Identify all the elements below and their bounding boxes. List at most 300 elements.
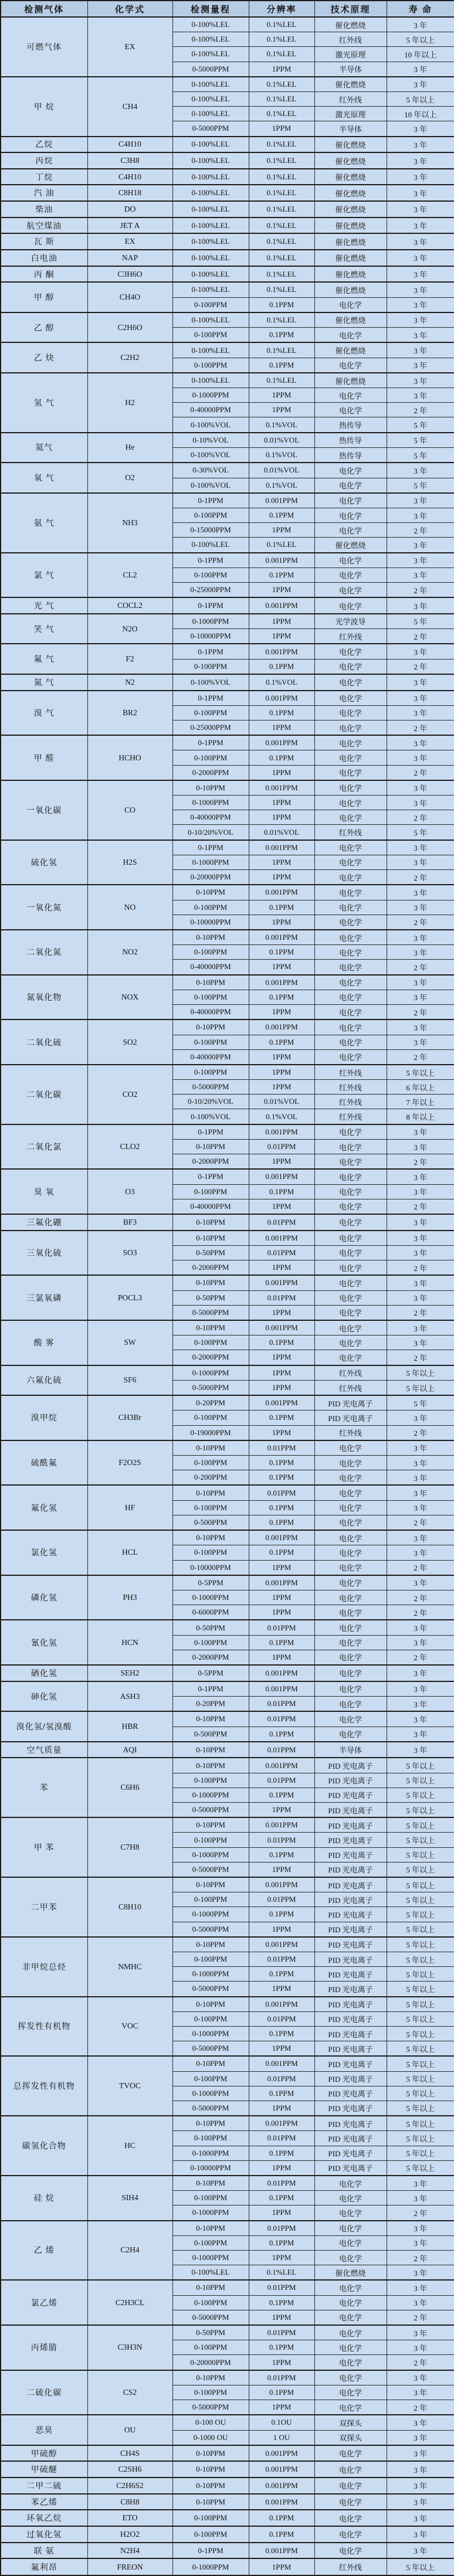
principle-cell: 催化燃烧	[314, 152, 387, 169]
gas-row	[1, 1365, 454, 1381]
gas-row	[1, 250, 454, 266]
chemical-formula-cell: CH4	[87, 77, 172, 137]
principle-cell: 电化学	[314, 1154, 387, 1170]
gas-name-cell: 氟利昂	[1, 2558, 87, 2575]
resolution-cell: 0.1PPM	[249, 1847, 314, 1862]
range-cell: 0-10%VOL	[172, 433, 249, 448]
principle-cell: PID 光电离子	[314, 1877, 387, 1892]
range-cell: 0-10PPM	[172, 1937, 249, 1952]
lifespan-cell: 3 年	[387, 62, 454, 77]
gas-row	[1, 1620, 454, 1635]
resolution-cell: 0.1%LEL	[249, 250, 314, 266]
range-cell: 0-5000PPM	[172, 2101, 249, 2116]
lifespan-cell: 3 年	[387, 1019, 454, 1035]
principle-cell: 电化学	[314, 597, 387, 614]
range-cell: 0-10PPM	[172, 885, 249, 900]
principle-cell: 电化学	[314, 2400, 387, 2415]
range-cell: 0-100PPM	[172, 1456, 249, 1470]
lifespan-cell: 3 年	[387, 930, 454, 945]
range-cell: 0-100%LEL	[172, 201, 249, 218]
lifespan-cell: 6 年以上	[387, 1080, 454, 1095]
gas-name-cell: 三氧化硫	[1, 1231, 87, 1276]
gas-name-cell: 乙 烯	[1, 2221, 87, 2281]
resolution-cell: 0.1%VOL	[249, 417, 314, 433]
resolution-cell: 1PPM	[249, 2101, 314, 2116]
resolution-cell: 1PPM	[249, 870, 314, 885]
principle-cell: 电化学	[314, 1515, 387, 1530]
chemical-formula-cell: C6H6	[87, 1758, 172, 1817]
lifespan-cell: 3 年	[387, 2340, 454, 2355]
range-cell: 0-100PPM	[172, 2526, 249, 2543]
range-cell: 0-100PPM	[172, 2131, 249, 2146]
principle-cell: 电化学	[314, 659, 387, 674]
lifespan-cell: 3 年	[387, 1545, 454, 1560]
resolution-cell: 0.1PPM	[249, 2191, 314, 2205]
resolution-cell: 0.01PPM	[249, 2325, 314, 2340]
resolution-cell: 0.001PPM	[249, 1320, 314, 1335]
chemical-formula-cell: NO2	[87, 930, 172, 975]
principle-cell: 电化学	[314, 990, 387, 1004]
resolution-cell: 0.001PPM	[249, 930, 314, 945]
principle-cell: PID 光电离子	[314, 2071, 387, 2086]
gas-row	[1, 691, 454, 706]
principle-cell: 电化学	[314, 1697, 387, 1712]
gas-name-cell: 氮 气	[1, 674, 87, 691]
lifespan-cell: 2 年	[387, 1049, 454, 1065]
resolution-cell: 0.001PPM	[249, 975, 314, 990]
range-cell: 0-100%VOL	[172, 417, 249, 433]
resolution-cell: 1PPM	[249, 1605, 314, 1620]
resolution-cell: 1PPM	[249, 2205, 314, 2221]
principle-cell: PID 光电离子	[314, 2101, 387, 2116]
principle-cell: 电化学	[314, 2191, 387, 2205]
gas-row	[1, 2543, 454, 2559]
resolution-cell: 0.1PPM	[249, 2526, 314, 2543]
resolution-cell: 0.001PPM	[249, 2478, 314, 2494]
gas-name-cell: 氦气	[1, 433, 87, 463]
resolution-cell: 0.01PPM	[249, 2131, 314, 2146]
gas-name-cell: 硫化氢	[1, 840, 87, 885]
resolution-cell: 1PPM	[249, 960, 314, 975]
lifespan-cell: 3 年	[387, 1485, 454, 1500]
principle-cell: PID 光电离子	[314, 2056, 387, 2071]
resolution-cell: 0.1%VOL	[249, 447, 314, 463]
lifespan-cell: 3 年	[387, 990, 454, 1004]
gas-name-cell: 二氧化氯	[1, 1124, 87, 1170]
range-cell: 0-6000PPM	[172, 1605, 249, 1620]
lifespan-cell: 5 年以上	[387, 2011, 454, 2026]
lifespan-cell: 5 年以上	[387, 1877, 454, 1892]
range-cell: 0-10PPM	[172, 1997, 249, 2012]
lifespan-cell: 5 年以上	[387, 1922, 454, 1937]
resolution-cell: 0.001PPM	[249, 780, 314, 796]
gas-row	[1, 266, 454, 283]
lifespan-cell: 3 年	[387, 1697, 454, 1712]
resolution-cell: 0.001PPM	[249, 885, 314, 900]
principle-cell: 催化燃烧	[314, 218, 387, 234]
gas-name-cell: 氨 气	[1, 493, 87, 553]
gas-name-cell: 三氯氧磷	[1, 1275, 87, 1320]
resolution-cell: 1PPM	[249, 62, 314, 77]
resolution-cell: 0.001PPM	[249, 1937, 314, 1952]
chemical-formula-cell: NAP	[87, 250, 172, 266]
gas-row	[1, 930, 454, 945]
range-cell: 0-100%LEL	[172, 169, 249, 185]
chemical-formula-cell: HC	[87, 2116, 172, 2176]
resolution-cell: 0.001PPM	[249, 1758, 314, 1773]
principle-cell: 电化学	[314, 2478, 387, 2494]
range-cell: 0-5000PPM	[172, 121, 249, 137]
range-cell: 0-1PPM	[172, 2543, 249, 2559]
principle-cell: 激光原理	[314, 107, 387, 121]
lifespan-cell: 3 年	[387, 2295, 454, 2310]
principle-cell: PID 光电离子	[314, 1967, 387, 1982]
gas-row	[1, 493, 454, 508]
chemical-formula-cell: AQI	[87, 1742, 172, 1758]
principle-cell: 电化学	[314, 2355, 387, 2370]
chemical-formula-cell: JET A	[87, 218, 172, 234]
range-cell: 0-20000PPM	[172, 870, 249, 885]
range-cell: 0-10/20%VOL	[172, 1095, 249, 1109]
resolution-cell: 0.001PPM	[249, 840, 314, 855]
resolution-cell: 0.01PPM	[249, 1290, 314, 1305]
principle-cell: PID 光电离子	[314, 2146, 387, 2160]
resolution-cell: 0.001PPM	[249, 2543, 314, 2559]
resolution-cell: 0.001PPM	[249, 2445, 314, 2462]
gas-row	[1, 1575, 454, 1591]
resolution-cell: 0.1%VOL	[249, 478, 314, 493]
gas-row	[1, 885, 454, 900]
gas-name-cell: 砷化氢	[1, 1681, 87, 1712]
lifespan-cell: 5 年	[387, 478, 454, 493]
range-cell: 0-1PPM	[172, 493, 249, 508]
principle-cell: 电化学	[314, 2325, 387, 2340]
range-cell: 0-10PPM	[172, 1877, 249, 1892]
resolution-cell: 0.1PPM	[249, 1470, 314, 1486]
range-cell: 0-2000PPM	[172, 1154, 249, 1170]
gas-row	[1, 1019, 454, 1035]
chemical-formula-cell: CH3Br	[87, 1395, 172, 1440]
chemical-formula-cell: CO2	[87, 1065, 172, 1124]
range-cell: 0-5000PPM	[172, 2041, 249, 2057]
principle-cell: PID 光电离子	[314, 1892, 387, 1907]
gas-row	[1, 77, 454, 92]
lifespan-cell: 5 年以上	[387, 1758, 454, 1773]
range-cell: 0-5000PPM	[172, 1862, 249, 1877]
principle-cell: PID 光电离子	[314, 1833, 387, 1847]
principle-cell: 电化学	[314, 1350, 387, 1365]
principle-cell: 激光原理	[314, 47, 387, 62]
range-cell: 0-1000PPM	[172, 388, 249, 403]
resolution-cell: 0.1PPM	[249, 358, 314, 373]
lifespan-cell: 3 年	[387, 2191, 454, 2205]
principle-cell: PID 光电离子	[314, 1817, 387, 1833]
lifespan-cell: 3 年	[387, 201, 454, 218]
chemical-formula-cell: O3	[87, 1169, 172, 1214]
principle-cell: 电化学	[314, 358, 387, 373]
lifespan-cell: 5 年以上	[387, 1862, 454, 1877]
gas-row	[1, 735, 454, 750]
chemical-formula-cell: C4H10	[87, 137, 172, 153]
lifespan-cell: 10 年以上	[387, 47, 454, 62]
chemical-formula-cell: HF	[87, 1485, 172, 1530]
resolution-cell: 1PPM	[249, 1080, 314, 1095]
range-cell: 0-10PPM	[172, 975, 249, 990]
chemical-formula-cell: CO	[87, 780, 172, 840]
chemical-formula-cell: VOC	[87, 1997, 172, 2057]
lifespan-cell: 2 年	[387, 2310, 454, 2325]
lifespan-cell: 3 年	[387, 1727, 454, 1742]
lifespan-cell: 3 年	[387, 493, 454, 508]
range-cell: 0-100%VOL	[172, 674, 249, 691]
gas-row	[1, 463, 454, 478]
principle-cell: 热传导	[314, 417, 387, 433]
resolution-cell: 0.1PPM	[249, 900, 314, 915]
gas-name-cell: 柴油	[1, 201, 87, 218]
principle-cell: 光学波导	[314, 614, 387, 629]
resolution-cell: 0.1%LEL	[249, 152, 314, 169]
principle-cell: 电化学	[314, 1245, 387, 1260]
resolution-cell: 0.1%LEL	[249, 342, 314, 358]
resolution-cell: 0.1PPM	[249, 705, 314, 720]
gas-row	[1, 975, 454, 990]
range-cell: 0-10000PPM	[172, 1560, 249, 1575]
range-cell: 0-100PPM	[172, 990, 249, 1004]
resolution-cell: 0.1%LEL	[249, 373, 314, 388]
resolution-cell: 0.01PPM	[249, 1773, 314, 1787]
resolution-cell: 0.001PPM	[249, 2494, 314, 2510]
gas-row	[1, 1817, 454, 1833]
lifespan-cell: 2 年	[387, 765, 454, 780]
range-cell: 0-10PPM	[172, 2478, 249, 2494]
lifespan-cell: 3 年	[387, 2176, 454, 2191]
chemical-formula-cell: F2O2S	[87, 1440, 172, 1486]
resolution-cell: 0.1PPM	[249, 2026, 314, 2041]
resolution-cell: 0.1%VOL	[249, 1109, 314, 1124]
resolution-cell: 0.01PPM	[249, 1620, 314, 1635]
range-cell: 0-40000PPM	[172, 1005, 249, 1020]
range-cell: 0-100%VOL	[172, 447, 249, 463]
chemical-formula-cell: FREON	[87, 2558, 172, 2575]
chemical-formula-cell: ETO	[87, 2510, 172, 2526]
lifespan-cell: 5 年以上	[387, 1997, 454, 2012]
gas-row	[1, 1485, 454, 1500]
lifespan-cell: 5 年以上	[387, 1787, 454, 1802]
range-cell: 0-100PPM	[172, 1335, 249, 1350]
lifespan-cell: 2 年	[387, 1350, 454, 1365]
range-cell: 0-100PPM	[172, 567, 249, 582]
resolution-cell: 1PPM	[249, 121, 314, 137]
gas-name-cell: 氧 气	[1, 463, 87, 493]
range-cell: 0-25000PPM	[172, 582, 249, 597]
range-cell: 0-100%LEL	[172, 107, 249, 121]
gas-name-cell: 苯乙烯	[1, 2494, 87, 2510]
lifespan-cell: 3 年	[387, 1470, 454, 1486]
principle-cell: 电化学	[314, 930, 387, 945]
chemical-formula-cell: BR2	[87, 691, 172, 736]
lifespan-cell: 3 年	[387, 2265, 454, 2281]
principle-cell: PID 光电离子	[314, 1802, 387, 1817]
principle-cell: 电化学	[314, 2445, 387, 2462]
principle-cell: 电化学	[314, 1005, 387, 1020]
lifespan-cell: 3 年	[387, 975, 454, 990]
chemical-formula-cell: EX	[87, 233, 172, 250]
lifespan-cell: 5 年	[387, 825, 454, 840]
principle-cell: 电化学	[314, 915, 387, 930]
gas-name-cell: 三氟化硼	[1, 1214, 87, 1231]
range-cell: 0-1000PPM	[172, 1907, 249, 1922]
range-cell: 0-100%LEL	[172, 47, 249, 62]
col-header-formula: 化学式	[87, 1, 172, 17]
gas-name-cell: 氯乙烯	[1, 2280, 87, 2325]
range-cell: 0-100PPM	[172, 2340, 249, 2355]
range-cell: 0-20PPM	[172, 1697, 249, 1712]
lifespan-cell: 2 年	[387, 1560, 454, 1575]
lifespan-cell: 3 年	[387, 780, 454, 796]
resolution-cell: 0.1PPM	[249, 2146, 314, 2160]
resolution-cell: 0.001PPM	[249, 644, 314, 659]
resolution-cell: 1PPM	[249, 2355, 314, 2370]
lifespan-cell: 3 年	[387, 2415, 454, 2430]
range-cell: 0-10000PPM	[172, 629, 249, 644]
gas-name-cell: 挥发性有机物	[1, 1997, 87, 2057]
lifespan-cell: 2 年	[387, 2355, 454, 2370]
principle-cell: PID 光电离子	[314, 1395, 387, 1411]
principle-cell: 电化学	[314, 2295, 387, 2310]
resolution-cell: 1PPM	[249, 388, 314, 403]
lifespan-cell: 5 年以上	[387, 1907, 454, 1922]
lifespan-cell: 3 年	[387, 1139, 454, 1154]
chemical-formula-cell: C3H8	[87, 152, 172, 169]
range-cell: 0-10PPM	[172, 1440, 249, 1456]
range-cell: 0-100PPM	[172, 328, 249, 343]
col-header-resolution: 分辨率	[249, 1, 314, 17]
lifespan-cell: 3 年	[387, 1711, 454, 1727]
range-cell: 0-1PPM	[172, 553, 249, 568]
range-cell: 0-10PPM	[172, 1275, 249, 1290]
resolution-cell: 0.01PPM	[249, 1440, 314, 1456]
resolution-cell: 0.1%LEL	[249, 77, 314, 92]
range-cell: 0-100PPM	[172, 1952, 249, 1967]
range-cell: 0-10PPM	[172, 1817, 249, 1833]
resolution-cell: 1PPM	[249, 2160, 314, 2176]
range-cell: 0-100%LEL	[172, 17, 249, 32]
range-cell: 0-10PPM	[172, 1214, 249, 1231]
gas-row	[1, 1937, 454, 1952]
chemical-formula-cell: ASH3	[87, 1681, 172, 1712]
lifespan-cell: 3 年	[387, 121, 454, 137]
gas-row	[1, 233, 454, 250]
lifespan-cell: 5 年以上	[387, 1817, 454, 1833]
resolution-cell: 0.1%LEL	[249, 538, 314, 553]
lifespan-cell: 3 年	[387, 1184, 454, 1199]
gas-row	[1, 1997, 454, 2012]
principle-cell: 电化学	[314, 705, 387, 720]
gas-row	[1, 17, 454, 32]
principle-cell: 电化学	[314, 1124, 387, 1140]
range-cell: 0-1000PPM	[172, 2146, 249, 2160]
lifespan-cell: 3 年	[387, 1742, 454, 1758]
resolution-cell: 0.001PPM	[249, 2461, 314, 2478]
range-cell: 0-100PPM	[172, 2191, 249, 2205]
range-cell: 0-1000PPM	[172, 2250, 249, 2265]
gas-name-cell: 溴甲烷	[1, 1395, 87, 1440]
resolution-cell: 0.001PPM	[249, 1169, 314, 1184]
principle-cell: PID 光电离子	[314, 2086, 387, 2101]
range-cell: 0-100%LEL	[172, 2265, 249, 2281]
principle-cell: PID 光电离子	[314, 1773, 387, 1787]
range-cell: 0-1000PPM	[172, 2026, 249, 2041]
lifespan-cell: 3 年	[387, 463, 454, 478]
resolution-cell: 1PPM	[249, 1862, 314, 1877]
resolution-cell: 0.1PPM	[249, 945, 314, 960]
range-cell: 0-1000PPM	[172, 796, 249, 810]
range-cell: 0-10PPM	[172, 1320, 249, 1335]
principle-cell: 电化学	[314, 1199, 387, 1214]
principle-cell: 电化学	[314, 328, 387, 343]
gas-name-cell: 白电油	[1, 250, 87, 266]
lifespan-cell: 3 年	[387, 1214, 454, 1231]
gas-name-cell: 二甲苯	[1, 1877, 87, 1937]
chemical-formula-cell: O2	[87, 463, 172, 493]
resolution-cell: 0.1PPM	[249, 1787, 314, 1802]
range-cell: 0-10/20%VOL	[172, 825, 249, 840]
resolution-cell: 0.01PPM	[249, 1892, 314, 1907]
resolution-cell: 0.1PPM	[249, 2510, 314, 2526]
resolution-cell: 1PPM	[249, 582, 314, 597]
principle-cell: PID 光电离子	[314, 1997, 387, 2012]
chemical-formula-cell: NOX	[87, 975, 172, 1020]
lifespan-cell: 3 年	[387, 1530, 454, 1545]
lifespan-cell: 3 年	[387, 691, 454, 706]
lifespan-cell: 3 年	[387, 538, 454, 553]
principle-cell: 电化学	[314, 553, 387, 568]
chemical-formula-cell: NMHC	[87, 1937, 172, 1997]
resolution-cell: 1PPM	[249, 2250, 314, 2265]
chemical-formula-cell: C8H18	[87, 185, 172, 201]
range-cell: 0-1000PPM	[172, 1967, 249, 1982]
lifespan-cell: 3 年	[387, 1169, 454, 1184]
chemical-formula-cell: POCL3	[87, 1275, 172, 1320]
lifespan-cell: 3 年	[387, 2370, 454, 2385]
col-header-gas: 检测气体	[1, 1, 87, 17]
principle-cell: 热传导	[314, 447, 387, 463]
gas-name-cell: 一氧化氮	[1, 885, 87, 930]
chemical-formula-cell: NO	[87, 885, 172, 930]
range-cell: 0-100%LEL	[172, 92, 249, 107]
lifespan-cell: 3 年	[387, 1290, 454, 1305]
principle-cell: 电化学	[314, 1275, 387, 1290]
principle-cell: 电化学	[314, 1681, 387, 1697]
lifespan-cell: 3 年	[387, 1665, 454, 1681]
gas-name-cell: 硒化氢	[1, 1665, 87, 1681]
lifespan-cell: 2 年	[387, 629, 454, 644]
resolution-cell: 0.01PPM	[249, 1952, 314, 1967]
gas-name-cell: 氟 气	[1, 644, 87, 674]
principle-cell: 电化学	[314, 691, 387, 706]
col-header-principle: 技术原理	[314, 1, 387, 17]
range-cell: 0-30%VOL	[172, 463, 249, 478]
principle-cell: PID 光电离子	[314, 1411, 387, 1425]
resolution-cell: 0.1PPM	[249, 1515, 314, 1530]
principle-cell: 电化学	[314, 1711, 387, 1727]
range-cell: 0-10PPM	[172, 1711, 249, 1727]
lifespan-cell: 3 年	[387, 1500, 454, 1515]
principle-cell: 电化学	[314, 2205, 387, 2221]
lifespan-cell: 3 年	[387, 674, 454, 691]
gas-name-cell: 甲硫醇	[1, 2445, 87, 2462]
principle-cell: 电化学	[314, 1545, 387, 1560]
